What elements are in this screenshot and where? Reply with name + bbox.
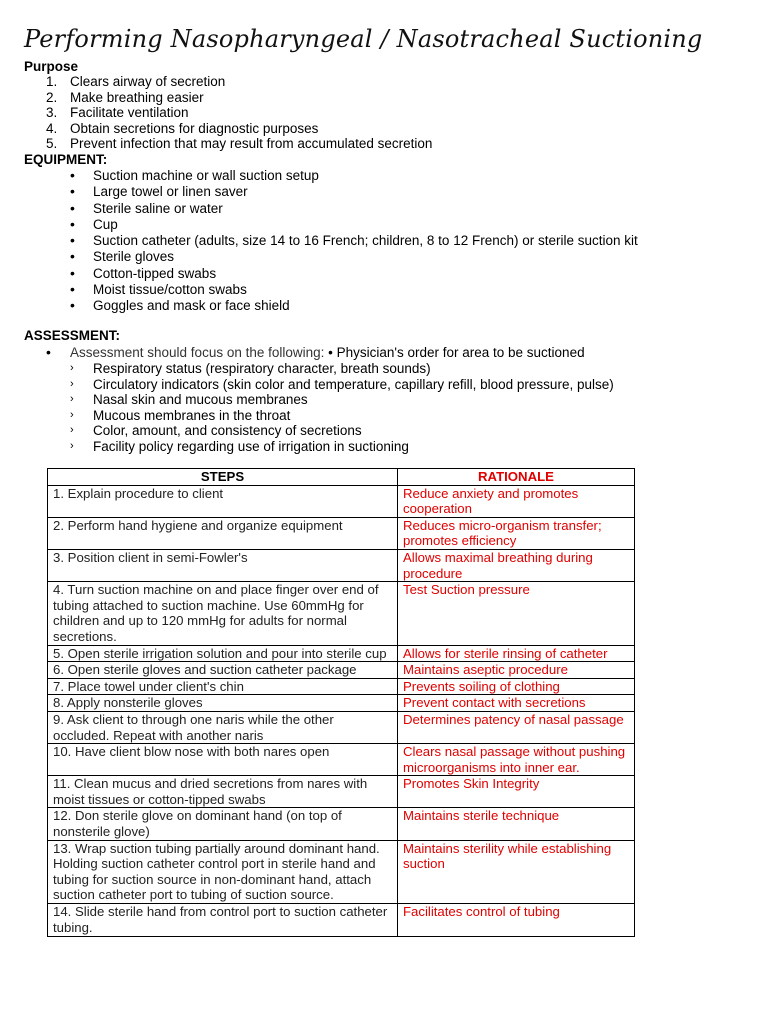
list-item: 4. Obtain secretions for diagnostic purposes [46,120,319,136]
list-item: • Cup [70,215,118,232]
rationale-cell: Allows for sterile rinsing of catheter [398,645,635,662]
step-cell: 9. Ask client to through one naris while the other occluded. Repeat with another naris [48,711,398,743]
table-row [48,582,635,645]
rationale-cell: Reduce anxiety and promotes cooperation [398,485,635,517]
step-cell: 11. Clean mucus and dried secretions from nares with moist tissues or cotton-tipped swabs [48,776,398,808]
list-item: 2. Make breathing easier [46,89,204,105]
list-item: • Suction machine or wall suction setup [70,167,319,183]
table-row [48,695,635,712]
step-cell: 6. Open sterile gloves and suction catheter package [48,662,398,679]
rationale-cell: Facilitates control of tubing [398,904,635,937]
assessment-heading: ASSESSMENT: [24,328,121,343]
equipment-heading: EQUIPMENT: [24,152,108,167]
rationale-cell: Test Suction pressure [398,582,635,645]
rationale-cell: Maintains sterility while establishing suction [398,840,635,903]
table-row [48,549,635,581]
table-row [48,645,635,662]
step-cell: 2. Perform hand hygiene and organize equipment [48,517,398,549]
step-cell: 10. Have client blow nose with both nares open [48,744,398,776]
list-item: • Moist tissue/cotton swabs [70,281,247,298]
list-item: › Respiratory status (respiratory character, breath sounds) [70,361,431,376]
list-item: • Goggles and mask or face shield [70,297,290,314]
table-row [48,808,635,840]
step-cell: 1. Explain procedure to client [48,485,398,517]
rationale-cell: Determines patency of nasal passage [398,711,635,743]
table-row [48,517,635,549]
table-row [48,776,635,808]
rationale-cell: Prevents soiling of clothing [398,678,635,695]
steps-table [47,468,635,937]
table-row [48,840,635,903]
step-cell: 5. Open sterile irrigation solution and pour into sterile cup [48,645,398,662]
list-item: • Sterile saline or water [70,199,223,216]
assessment-main-item: • Assessment should focus on the following: • Physician's order for area to be suctioned [46,344,585,360]
step-cell: 3. Position client in semi-Fowler's [48,549,398,581]
equipment-list [0,168,768,315]
list-item: 3. Facilitate ventilation [46,105,189,121]
table-row [48,485,635,517]
table-header-row [48,469,635,486]
steps-column-header: STEPS [48,469,398,486]
step-cell: 8. Apply nonsterile gloves [48,695,398,712]
list-item: 5. Prevent infection that may result from accumulated secretion [46,136,433,152]
list-item: 1. Clears airway of secretion [46,74,226,89]
rationale-cell: Maintains sterile technique [398,808,635,840]
step-cell: 14. Slide sterile hand from control port to suction catheter tubing. [48,904,398,937]
list-item: › Mucous membranes in the throat [70,407,291,423]
step-cell: 13. Wrap suction tubing partially around dominant hand. Holding suction catheter control port in sterile hand and tubing for suction source in non-dominant hand, attach suction catheter port to tubing of suction source. [48,840,398,903]
table-row [48,744,635,776]
rationale-cell: Maintains aseptic procedure [398,662,635,679]
rationale-cell: Promotes Skin Integrity [398,776,635,808]
list-item: › Nasal skin and mucous membranes [70,392,308,408]
table-row [48,904,635,937]
step-cell: 12. Don sterile glove on dominant hand (on top of nonsterile glove) [48,808,398,840]
page-title: Performing Nasopharyngeal / Nasotracheal Suctioning [24,25,703,53]
list-item: • Sterile gloves [70,248,175,265]
table-row [48,678,635,695]
list-item: • Suction catheter (adults, size 14 to 16 French; children, 8 to 12 French) or sterile suction kit [70,232,638,249]
rationale-cell: Reduces micro-organism transfer; promotes efficiency [398,517,635,549]
rationale-cell: Allows maximal breathing during procedure [398,549,635,581]
assessment-sublist [0,361,768,455]
rationale-cell: Clears nasal passage without pushing microorganisms into inner ear. [398,744,635,776]
list-item: › Facility policy regarding use of irrigation in suctioning [70,438,409,454]
step-cell: 7. Place towel under client's chin [48,678,398,695]
list-item: • Large towel or linen saver [70,183,248,200]
purpose-list [0,74,768,152]
purpose-heading: Purpose [24,59,79,74]
step-cell: 4. Turn suction machine on and place finger over end of tubing attached to suction machine. Use 60mmHg for children and up to 120 mmHg for adults for normal secretions. [48,582,398,645]
table-row [48,662,635,679]
list-item: • Cotton-tipped swabs [70,264,217,281]
list-item: › Circulatory indicators (skin color and temperature, capillary refill, blood pressure, pulse) [70,376,614,392]
rationale-cell: Prevent contact with secretions [398,695,635,712]
rationale-column-header: RATIONALE [398,469,635,486]
table-row [48,711,635,743]
list-item: › Color, amount, and consistency of secretions [70,423,362,439]
